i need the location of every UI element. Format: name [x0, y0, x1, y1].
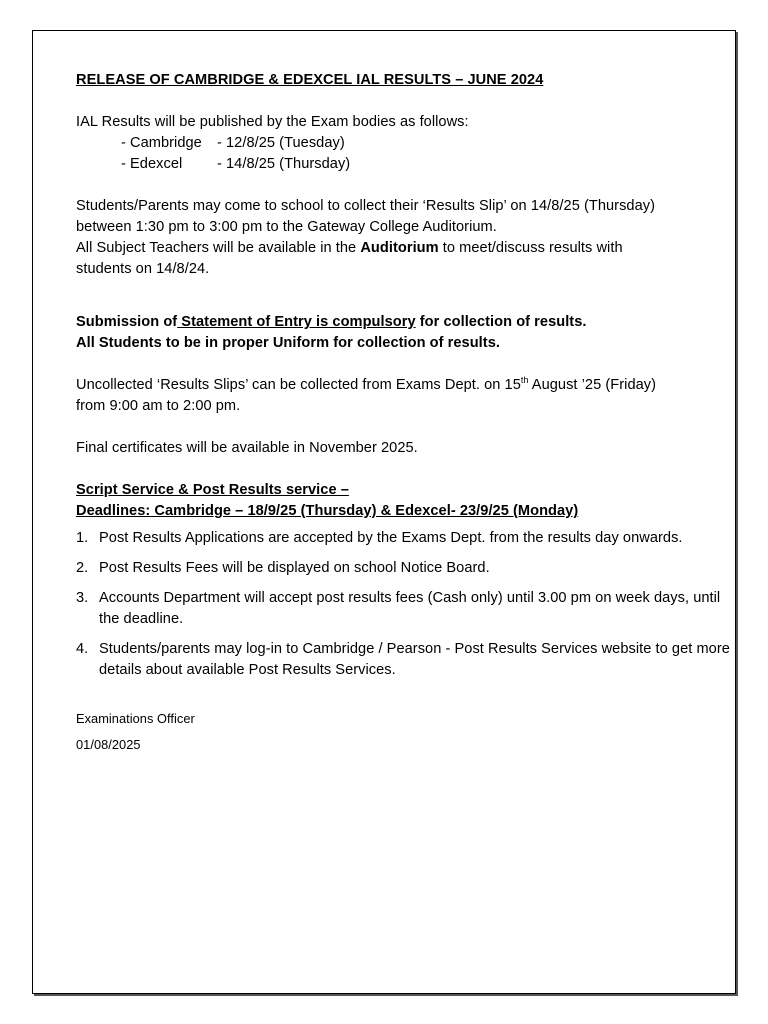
service-heading: Script Service & Post Results service –	[76, 482, 349, 498]
spacer	[76, 175, 736, 196]
spacer	[76, 280, 736, 312]
notice-title: RELEASE OF CAMBRIDGE & EDEXCEL IAL RESULTS – JUNE 2024	[76, 72, 544, 88]
list-text: Post Results Fees will be displayed on school Notice Board.	[99, 560, 490, 576]
list-number: 2.	[76, 560, 89, 576]
intro-text: IAL Results will be published by the Exam bodies as follows:	[76, 114, 469, 130]
spacer	[76, 690, 736, 708]
requirement-pre: Submission of	[76, 314, 178, 330]
spacer	[76, 459, 736, 480]
spacer	[76, 91, 736, 112]
publish-date: - 12/8/25 (Tuesday)	[217, 135, 345, 151]
publish-date-edexcel	[76, 154, 736, 175]
list-item	[76, 528, 736, 549]
list-item	[76, 588, 736, 630]
auditorium-text: Auditorium	[360, 240, 439, 256]
requirement-line-1	[76, 312, 736, 333]
list-text: Post Results Applications are accepted by the Exams Dept. from the results day onwards.	[99, 530, 683, 546]
list-number: 3.	[76, 590, 89, 606]
notice-document	[76, 70, 736, 755]
service-deadlines: Deadlines: Cambridge – 18/9/25 (Thursday) & Edexcel- 23/9/25 (Monday)	[76, 503, 579, 519]
collection-line-2: between 1:30 pm to 3:00 pm to the Gateway College Auditorium.	[76, 219, 497, 235]
statement-of-entry-text: Statement of Entry is compulsory	[177, 314, 416, 330]
uncollected-pre: Uncollected ‘Results Slips’ can be collected from Exams Dept. on 15	[76, 377, 521, 393]
list-text: Students/parents may log-in to Cambridge / Pearson - Post Results Services website to get more details about available Post Results Services.	[99, 641, 730, 678]
list-text: Accounts Department will accept post results fees (Cash only) until 3.00 pm on week days, until the deadline.	[99, 590, 721, 627]
publish-date: - 14/8/25 (Thursday)	[217, 156, 351, 172]
exam-body-name: - Edexcel	[121, 156, 183, 172]
requirement-line-2: All Students to be in proper Uniform for collection of results.	[76, 335, 500, 351]
requirement-post: for collection of results.	[415, 314, 587, 330]
publish-date-cambridge	[76, 133, 736, 154]
collection-line-1: Students/Parents may come to school to collect their ‘Results Slip’ on 14/8/25 (Thursday)	[76, 198, 656, 214]
signature-date: 01/08/2025	[76, 737, 141, 752]
list-number: 4.	[76, 641, 89, 657]
spacer	[76, 417, 736, 438]
final-certificates-text: Final certificates will be available in November 2025.	[76, 440, 418, 456]
signature-role: Examinations Officer	[76, 711, 195, 726]
ordinal-suffix: th	[520, 375, 529, 386]
service-list	[76, 528, 736, 681]
list-item	[76, 639, 736, 681]
spacer	[76, 354, 736, 375]
teachers-line-2: students on 14/8/24.	[76, 261, 210, 277]
teachers-line-1	[76, 238, 736, 259]
list-number: 1.	[76, 530, 89, 546]
teachers-text-end: to meet/discuss results with	[438, 240, 623, 256]
uncollected-post: August ’25 (Friday)	[528, 377, 657, 393]
uncollected-line-1	[76, 375, 736, 396]
list-item	[76, 558, 736, 579]
uncollected-line-2: from 9:00 am to 2:00 pm.	[76, 398, 241, 414]
teachers-text: All Subject Teachers will be available in the	[76, 240, 361, 256]
exam-body-name: - Cambridge	[121, 135, 202, 151]
